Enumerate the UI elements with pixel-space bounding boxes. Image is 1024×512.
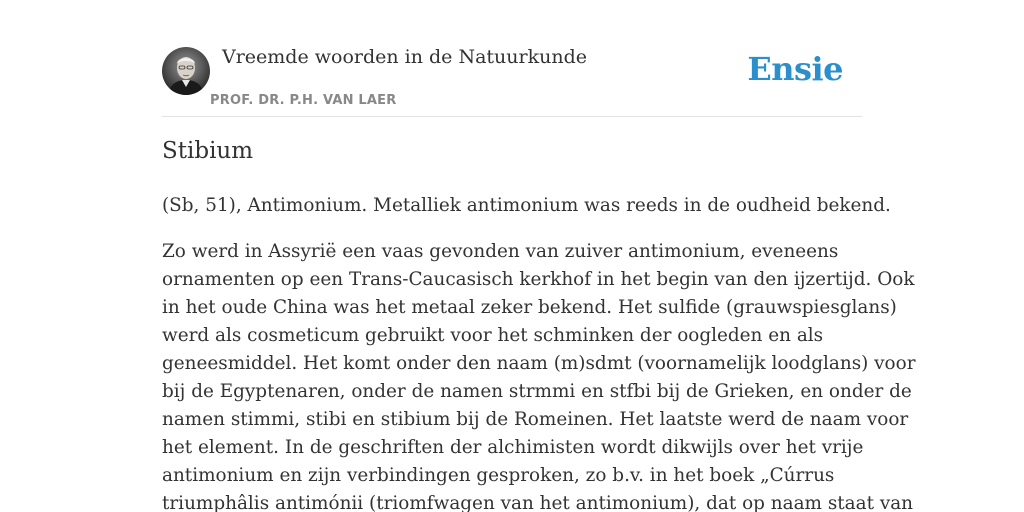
book-title[interactable]: Vreemde woorden in de Natuurkunde [222,46,587,68]
paragraph-line: ornamenten op een Trans-Caucasisch kerkhof in het begin van den ijzertijd. Ook [162,269,915,290]
brand-logo[interactable]: Ensie [747,50,843,88]
paragraph-line: werd als cosmeticum gebruikt voor het schminken der oogleden en als [162,325,824,346]
paragraph-line: het element. In de geschriften der alchimisten wordt dikwijls over het vrije [162,437,864,458]
entry-body [162,192,916,512]
paragraph-line: (Sb, 51), Antimonium. Metalliek antimonium was reeds in de oudheid bekend. [162,195,891,216]
paragraph-line: geneesmiddel. Het komt onder den naam (m)sdmt (voornamelijk loodglans) voor [162,353,916,374]
entry-title: Stibium [162,138,254,164]
header [162,46,862,117]
paragraph-2 [162,238,916,512]
paragraph-line: bij de Egyptenaren, onder de namen strmmi en stfbi bij de Grieken, en onder de [162,381,912,402]
paragraph-line: in het oude China was het metaal zeker bekend. Het sulfide (grauwspiesglans) [162,297,897,318]
paragraph-line: antimonium en zijn verbindingen gesproken, zo b.v. in het boek „Cúrrus [162,465,835,486]
paragraph-line: namen stimmi, stibi en stibium bij de Romeinen. Het laatste werd de naam voor [162,409,909,430]
paragraph-line: triumphâlis antimónii (triomfwagen van het antimonium), dat op naam staat van [162,493,914,512]
paragraph-line: Zo werd in Assyrië een vaas gevonden van zuiver antimonium, eveneens [162,241,839,262]
paragraph-1 [162,192,891,220]
author-portrait-icon [162,47,210,95]
author-name[interactable]: PROF. DR. P.H. VAN LAER [210,93,397,108]
